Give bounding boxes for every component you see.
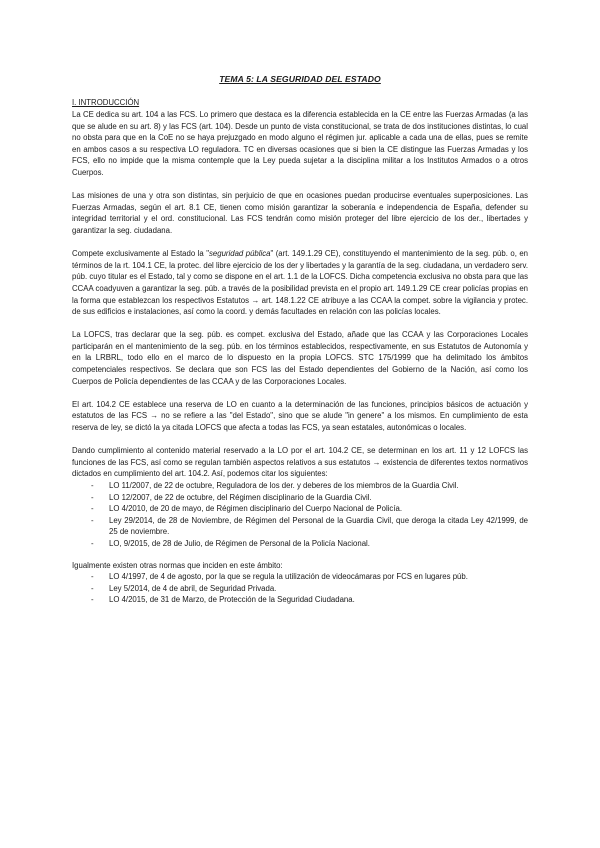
list-item	[72, 503, 528, 515]
list-item-text: LO 4/1997, de 4 de agosto, por la que se regula la utilización de videocámaras por FCS en lugares púb.	[109, 572, 468, 582]
list-item-text: LO 4/2010, de 20 de mayo, de Régimen disciplinario del Cuerpo Nacional de Policía.	[109, 504, 402, 514]
list-item	[72, 571, 528, 583]
paragraph-3	[72, 248, 528, 318]
list-item-text: Ley 29/2014, de 28 de Noviembre, de Régimen del Personal de la Guardia Civil, que deroga la citada Ley 42/1999, de 25 de noviembre.	[109, 515, 528, 537]
paragraph-3-emphasis: seguridad pública	[209, 249, 271, 259]
list-item-text: LO 12/2007, de 22 de octubre, del Régimen disciplinario de la Guardia Civil.	[109, 492, 372, 502]
list-item-text: Ley 5/2014, de 4 de abril, de Seguridad Privada.	[109, 583, 277, 593]
law-list-1	[72, 480, 528, 550]
paragraph-3-start: Compete exclusivamente al Estado la "	[72, 249, 209, 259]
paragraph-6: Dando cumplimiento al contenido material reservado a la LO por el art. 104.2 CE, se determinan en los art. 11 y 12 LOFCS las funciones de las FCS, así como se regulan también aspectos relativos a sus estatutos → existencia de diferentes textos normativos dictados en cumplimiento del art. 104.2. Así, podemos citar los siguientes:	[72, 446, 528, 479]
bullet-marker: -	[91, 515, 94, 525]
list-item-text: LO 4/2015, de 31 de Marzo, de Protección de la Seguridad Ciudadana.	[109, 595, 355, 605]
list-item-text: LO, 9/2015, de 28 de Julio, de Régimen de Personal de la Policía Nacional.	[109, 538, 370, 548]
list-item	[72, 480, 528, 492]
list-item	[72, 515, 528, 538]
bullet-marker: -	[91, 583, 94, 593]
paragraph-2: Las misiones de una y otra son distintas, sin perjuicio de que en ocasiones puedan producirse eventuales superposiciones. Las Fuerzas Armadas, según el art. 8.1 CE, tienen como misión garantizar la soberanía e independencia de España, defender su integridad territorial y el ord. constitucional. Las FCS tendrán como misión proteger del libre ejercicio de los der., libertades y garantizar la seg. ciudadana.	[72, 191, 528, 235]
document-page	[72, 74, 528, 616]
list-item	[72, 583, 528, 595]
paragraph-4: La LOFCS, tras declarar que la seg. púb. es compet. exclusiva del Estado, añade que las CCAA y las Corporaciones Locales participarán en el mantenimiento de la seg. púb. en los términos establecidos, respectivamente, en sus Estatutos de Autonomía y en la LRBRL, todo ello en el marco de lo dispuesto en la propia LOFCS. STC 175/1999 que ha delimitado los ámbitos competenciales respectivos. Se declara que son FCS las del Estado dependientes del Gobierno de la Nación, así como los Cuerpos de Policía dependientes de las CCAA y de las Corporaciones Locales.	[72, 330, 528, 386]
paragraph-7: Igualmente existen otras normas que inciden en este ámbito:	[72, 560, 283, 570]
bullet-marker: -	[91, 595, 94, 605]
law-list-2	[72, 571, 528, 606]
list-item	[72, 538, 528, 550]
list-item-text: LO 11/2007, de 22 de octubre, Reguladora de los der. y deberes de los miembros de la Guardia Civil.	[109, 481, 459, 490]
bullet-marker: -	[91, 481, 94, 490]
bullet-marker: -	[91, 538, 94, 548]
paragraph-3-end: " (art. 149.1.29 CE), constituyendo el mantenimiento de la seg. púb. o, en términos de la rt. 104.1 CE, la protec. del libre ejercicio de los der y libertades y la garantía de la seg. ciudadana, un verdadero serv. púb. cuyo titular es el Estado, tal y como se dispone en el art. 1.1 de la LOFCS. Dicha competencia exclusiva no obsta para que las CCAA coadyuven a garantizar la seg. púb. a través de la posibilidad prevista en el propio art. 149.1.29 CE crear policías propias en la forma que establezcan los respectivos Estatutos → art. 148.1.22 CE atribuye a las CCAA la compet. sobre la vigilancia y protec. de sus edificios e instalaciones, así como la coord. y demás facultades en relación con las policías locales.	[72, 249, 529, 317]
document-title: TEMA 5: LA SEGURIDAD DEL ESTADO	[219, 74, 381, 84]
paragraph-5: El art. 104.2 CE establece una reserva de LO en cuanto a la determinación de las funciones, principios básicos de actuación y estatutos de las FCS → no se refiere a las "del Estado", sino que se alude "in genere" a los mismos. En cumplimiento de esta reserva de ley, se dictó la ya citada LOFCS que afecta a todas las FCS, ya sean estatales, autonómicas o locales.	[72, 399, 528, 433]
bullet-marker: -	[91, 504, 94, 514]
section-heading: I. INTRODUCCIÓN	[72, 98, 140, 107]
list-item	[72, 594, 528, 606]
paragraph-1: La CE dedica su art. 104 a las FCS. Lo primero que destaca es la diferencia establecida en la CE entre las Fuerzas Armadas (a las que se alude en su art. 8) y las FCS (art. 104). Desde un punto de vista constitucional, se trata de dos instituciones distintas, lo cual no obsta para que en la CoE no se haya prejuzgado en modo alguno el régimen jur. aplicable a cada una de ellas, pues se remite en ambos casos a su respectiva LO reguladora. TC en diversas ocasiones que si bien la CE distingue las Fuerzas Armadas y los FCS, ello no impide que la misma contemple que la Ley pueda sujetar a la disciplina militar a los Institutos Armados o a otros Cuerpos.	[72, 110, 528, 177]
bullet-marker: -	[91, 492, 94, 502]
bullet-marker: -	[91, 572, 94, 582]
list-item	[72, 492, 528, 504]
